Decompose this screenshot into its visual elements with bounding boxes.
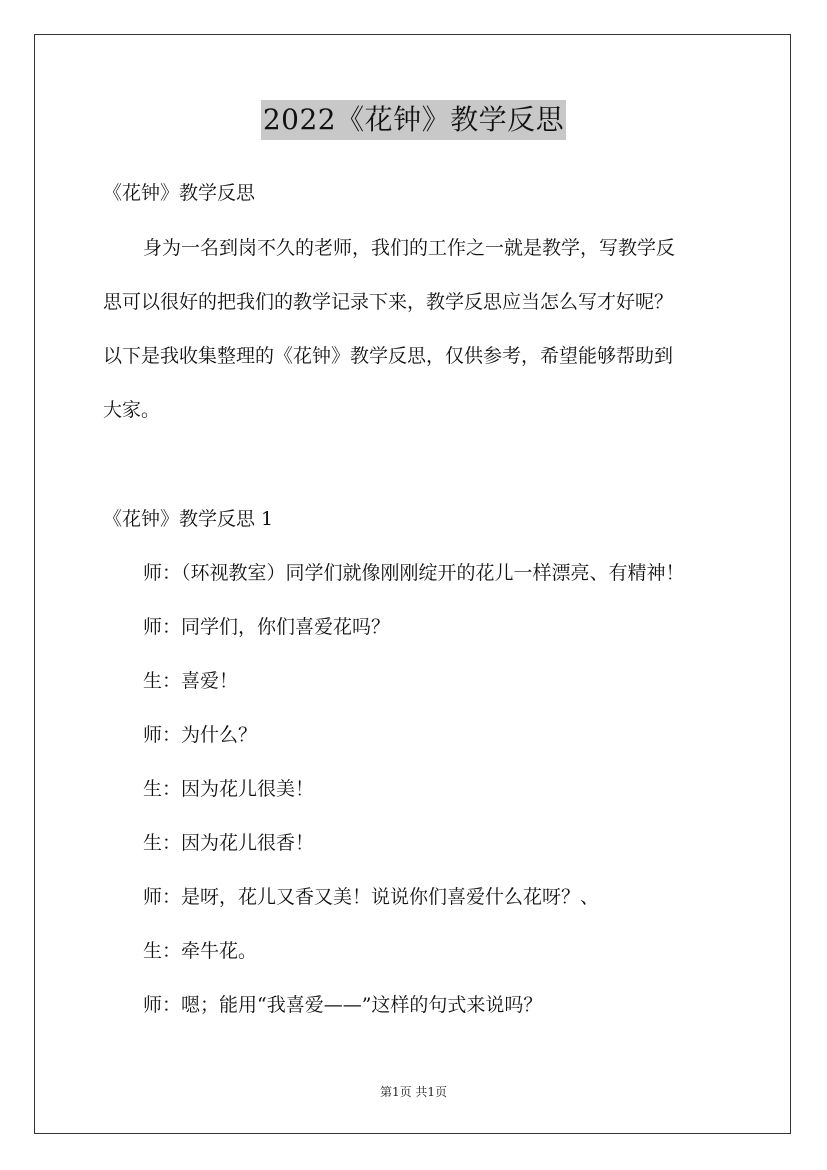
page-footer: 第1页 共1页 [379, 1085, 448, 1099]
section-heading: 《花钟》教学反思 1 [103, 508, 274, 530]
intro-line-1: 身为一名到岗不久的老师，我们的工作之一就是教学，写教学反 [143, 237, 676, 259]
dialogue-line-3: 生：喜爱！ [143, 670, 239, 692]
dialogue-line-7: 师：是呀，花儿又香又美！说说你们喜爱什么花呀？、 [143, 886, 600, 908]
intro-line-3: 以下是我收集整理的《花钟》教学反思，仅供参考，希望能够帮助到 [103, 345, 674, 367]
dialogue-line-1: 师：（环视教室）同学们就像刚刚绽开的花儿一样漂亮、有精神！ [143, 562, 685, 584]
dialogue-line-2: 师：同学们，你们喜爱花吗？ [143, 616, 391, 638]
document-title: 2022《花钟》教学反思 [261, 100, 566, 140]
dialogue-line-6: 生：因为花儿很香！ [143, 832, 315, 854]
dialogue-line-5: 生：因为花儿很美！ [143, 778, 315, 800]
intro-line-4: 大家。 [103, 399, 161, 421]
dialogue-line-8: 生：牵牛花。 [143, 940, 258, 962]
intro-line-2: 思可以很好的把我们的教学记录下来，教学反思应当怎么写才好呢？ [103, 291, 674, 313]
title-container [0, 100, 827, 140]
dialogue-line-9: 师：嗯；能用“我喜爱——”这样的句式来说吗？ [143, 994, 543, 1016]
dialogue-line-4: 师：为什么？ [143, 724, 258, 746]
document-subtitle: 《花钟》教学反思 [103, 182, 256, 204]
